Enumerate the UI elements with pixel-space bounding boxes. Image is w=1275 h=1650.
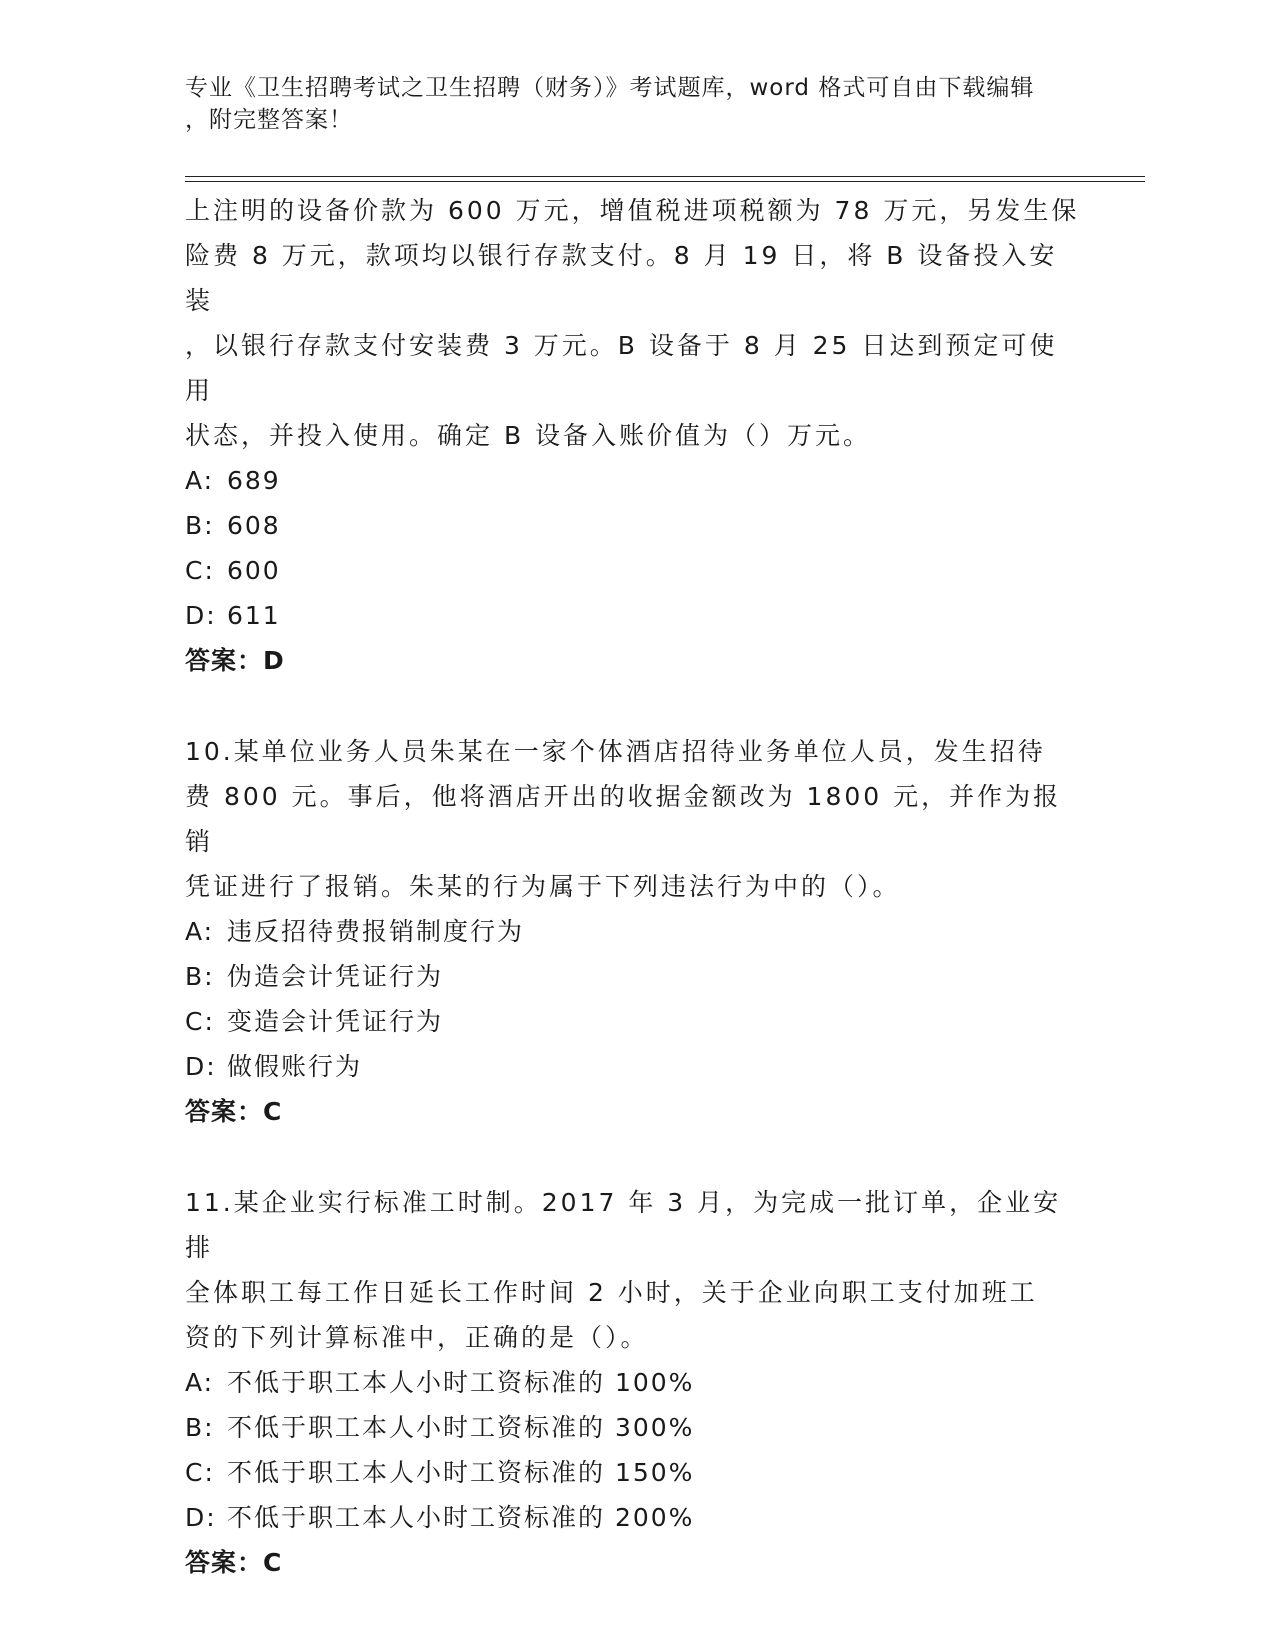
option-c	[185, 999, 1085, 1044]
question-stem-line: 上注明的设备价款为 600 万元，增值税进项税额为 78 万元，另发生保	[185, 196, 1080, 225]
question-stem-line: 11.某企业实行标准工时制。2017 年 3 月，为完成一批订单，企业安排	[185, 1188, 1062, 1262]
option-a	[185, 1360, 1085, 1405]
option-key: C:	[185, 1007, 215, 1036]
question-11	[185, 1180, 1085, 1585]
option-text: 689	[227, 466, 281, 495]
question-stem-line: 费 800 元。事后，他将酒店开出的收据金额改为 1800 元，并作为报销	[185, 782, 1062, 856]
question-stem-line: 凭证进行了报销。朱某的行为属于下列违法行为中的（）。	[185, 872, 901, 901]
option-key: A:	[185, 917, 215, 946]
option-text: 伪造会计凭证行为	[227, 962, 444, 991]
option-text: 做假账行为	[227, 1052, 363, 1081]
header-divider-top	[185, 176, 1145, 177]
answer-line: 答案：D	[185, 646, 285, 675]
header-line-1: 专业《卫生招聘考试之卫生招聘（财务）》考试题库，word 格式可自由下载编辑	[185, 75, 1035, 101]
option-text: 600	[227, 556, 281, 585]
question-stem-line: 全体职工每工作日延长工作时间 2 小时，关于企业向职工支付加班工	[185, 1278, 1038, 1307]
question-stem-line: 10.某单位业务人员朱某在一家个体酒店招待业务单位人员，发生招待	[185, 737, 1046, 766]
option-b	[185, 1405, 1085, 1450]
option-key: B:	[185, 1413, 215, 1442]
question-stem-line: 险费 8 万元，款项均以银行存款支付。8 月 19 日，将 B 设备投入安装	[185, 241, 1058, 315]
answer-line: 答案：C	[185, 1097, 283, 1126]
option-text: 不低于职工本人小时工资标准的 300%	[227, 1413, 695, 1442]
option-text: 不低于职工本人小时工资标准的 100%	[227, 1368, 695, 1397]
option-text: 不低于职工本人小时工资标准的 200%	[227, 1503, 695, 1532]
question-stem-line: 资的下列计算标准中，正确的是（）。	[185, 1323, 649, 1352]
option-key: B:	[185, 511, 215, 540]
option-text: 违反招待费报销制度行为	[227, 917, 525, 946]
spacer	[185, 1134, 1085, 1180]
option-key: A:	[185, 1368, 215, 1397]
option-d	[185, 593, 1085, 638]
option-key: D:	[185, 601, 217, 630]
spacer	[185, 683, 1085, 729]
question-stem-line: ，以银行存款支付安装费 3 万元。B 设备于 8 月 25 日达到预定可使用	[185, 331, 1058, 405]
option-key: B:	[185, 962, 215, 991]
option-text: 611	[227, 601, 281, 630]
option-key: A:	[185, 466, 215, 495]
option-d	[185, 1495, 1085, 1540]
option-key: C:	[185, 1458, 215, 1487]
option-key: D:	[185, 1503, 217, 1532]
option-a	[185, 909, 1085, 954]
option-text: 变造会计凭证行为	[227, 1007, 444, 1036]
question-10	[185, 729, 1085, 1134]
option-text: 608	[227, 511, 281, 540]
option-c	[185, 1450, 1085, 1495]
option-d	[185, 1044, 1085, 1089]
header-divider-bottom	[185, 181, 1145, 182]
option-a	[185, 458, 1085, 503]
answer-line: 答案：C	[185, 1548, 283, 1577]
question-list	[185, 188, 1085, 1585]
header-line-2: ，附完整答案！	[185, 107, 353, 133]
option-key: D:	[185, 1052, 217, 1081]
option-text: 不低于职工本人小时工资标准的 150%	[227, 1458, 695, 1487]
question-9	[185, 188, 1085, 683]
document-header	[185, 72, 1065, 136]
option-b	[185, 503, 1085, 548]
option-c	[185, 548, 1085, 593]
option-key: C:	[185, 556, 215, 585]
option-b	[185, 954, 1085, 999]
question-stem-line: 状态，并投入使用。确定 B 设备入账价值为（）万元。	[185, 421, 872, 450]
